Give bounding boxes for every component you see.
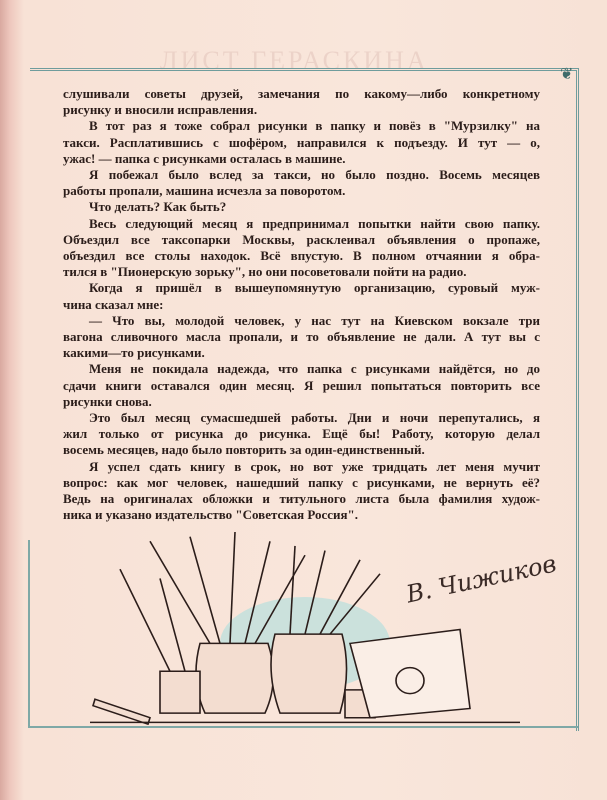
- text-line: жил только от рисунка до рисунка. Ещё бы! Работу, которую делал: [63, 426, 540, 442]
- text-line: какими—то рисунками.: [63, 345, 205, 361]
- text-line: Весь следующий месяц я предпринимал попытки найти свою папку.: [89, 215, 540, 231]
- text-line: такси. Расплатившись с шофёром, направился к подъезду. И тут — о,: [63, 134, 540, 150]
- text-line: ужас! — папка с рисунками осталась в машине.: [63, 150, 346, 166]
- text-line: слушивали советы друзей, замечания по какому—либо конкретному: [63, 86, 540, 101]
- text-line: тился в "Пионерскую зорьку", но они посоветовали пойти на радио.: [63, 264, 467, 280]
- text-line: вагона сливочного масла пропали, и то объявление не дали. А тут вы с: [63, 329, 540, 345]
- frame-left-line: [28, 540, 30, 728]
- text-line: чина сказал мне:: [63, 296, 164, 312]
- pot: [160, 671, 200, 713]
- face-icon: [396, 668, 424, 694]
- text-line: Меня не покидала надежда, что папка с рисунками найдётся, но до: [89, 361, 540, 377]
- background-title: ЛИСТ ГЕРАСКИНА: [160, 46, 429, 75]
- text-line: — Что вы, молодой человек, у нас тут на Киевском вокзале три: [89, 312, 540, 328]
- text-line: Когда я пришёл в вышеупомянутую организацию, суровый муж-: [89, 280, 540, 296]
- jar: [196, 643, 273, 713]
- brushes-illustration: [90, 532, 520, 727]
- signature: В. Чижиков: [403, 549, 559, 609]
- text-line: Объездил все таксопарки Москвы, расклеивал объявления о пропаже,: [63, 231, 540, 247]
- corner-ornament-icon: ❦: [560, 66, 574, 83]
- text-line: восемь месяцев, надо было повторить за один-единственный.: [63, 442, 425, 458]
- tall-pot: [271, 634, 347, 713]
- text-line: ника и указано издательство "Советская Россия".: [63, 507, 359, 523]
- text-line: работы пропали, машина исчезла за поворотом.: [63, 183, 346, 199]
- text-line: Ведь на оригиналах обложки и титульного листа была фамилия худож-: [63, 491, 540, 507]
- text-line: Я побежал было вслед за такси, но было поздно. Восемь месяцев: [89, 167, 540, 183]
- text-line: сдачи книги оставался один месяц. Я решил попытаться повторить все: [63, 377, 540, 393]
- text-line: В тот раз я тоже собрал рисунки в папку и повёз в "Мурзилку" на: [89, 118, 540, 134]
- text-line: вопрос: как мог человек, нашедший папку с рисунками, не вернуть её?: [63, 474, 540, 490]
- text-line: Я успел сдать книгу в срок, но вот уже тридцать лет меня мучит: [89, 458, 540, 474]
- text-line: объездил все столы находок. Всё впустую. В полном отчаянии я обра-: [63, 248, 540, 264]
- text-line: Это был месяц сумасшедшей работы. Дни и ночи перепутались, я: [89, 410, 540, 426]
- pencil: [93, 699, 150, 724]
- text-line: рисунку и вносили исправления.: [63, 102, 258, 118]
- text-line: рисунки снова.: [63, 393, 152, 409]
- body-text: [63, 86, 540, 523]
- text-line: Что делать? Как быть?: [89, 199, 227, 215]
